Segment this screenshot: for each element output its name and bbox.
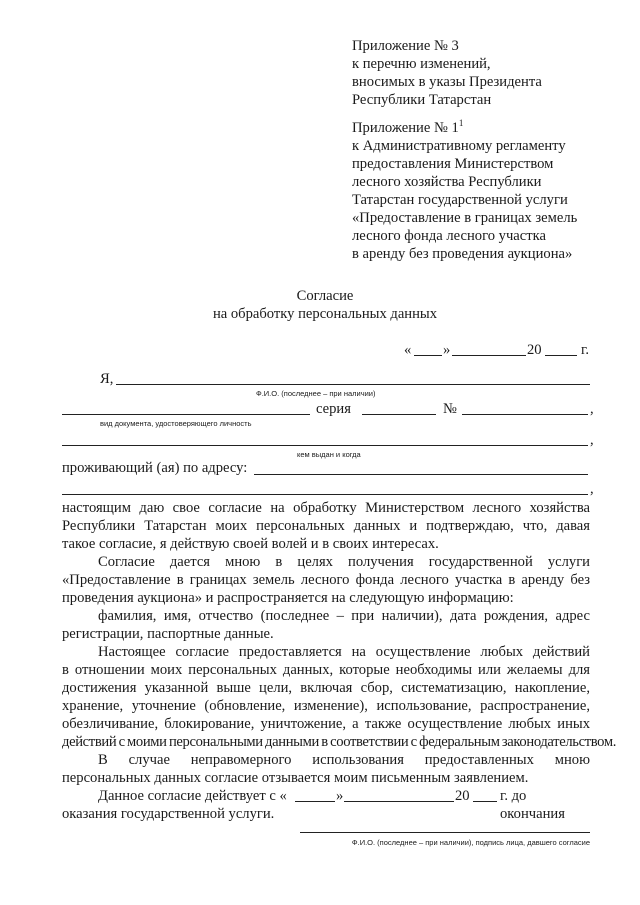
signature-field[interactable]	[300, 832, 590, 833]
number-field[interactable]	[462, 414, 588, 415]
paragraph-6-line-2: оказания государственной услуги.	[62, 806, 275, 822]
date-day-field[interactable]	[414, 355, 442, 356]
heading-line-2: на обработку персональных данных	[212, 306, 438, 322]
address-field[interactable]	[254, 474, 588, 475]
date-year-suffix: г.	[581, 342, 589, 358]
date-month-field[interactable]	[452, 355, 526, 356]
document-type-field[interactable]	[62, 414, 310, 415]
valid-from-day-field[interactable]	[295, 801, 335, 802]
address-field-continued[interactable]	[62, 494, 588, 495]
issued-comma: ,	[590, 432, 594, 448]
valid-from-year-field[interactable]	[473, 801, 497, 802]
issued-by-caption: кем выдан и когда	[297, 450, 361, 459]
address-comma: ,	[590, 481, 594, 497]
paragraph-4: Настоящее согласие предоставляется на осуществление любых действий в отношении моих персональных данных, которые необходимы или желаемы для достижения указанной выше цели, включая сбор, систематизацию, накопление, хранение, уточнение (обновление, изменение), использование, распространение, обезличивание, блокирование, уничтожение, а также осуществление любых иных действий с моими персональными данными в соответствии с федеральным законодательством.	[62, 644, 617, 750]
date-open-quote: «	[404, 342, 412, 358]
appendix-1-line: лесного хозяйства Республики	[352, 174, 542, 190]
appendix-3-line: вносимых в указы Президента	[352, 74, 542, 90]
date-close-quote: »	[443, 342, 451, 358]
document-type-caption: вид документа, удостоверяющего личность	[100, 419, 252, 428]
address-label: проживающий (ая) по адресу:	[62, 460, 248, 476]
signature-caption: Ф.И.О. (последнее – при наличии), подпись лица, давшего согласие	[351, 838, 590, 847]
series-field[interactable]	[362, 414, 436, 415]
consent-body	[62, 499, 617, 823]
appendix-1-title: Приложение № $1^1$	[352, 118, 464, 136]
heading-line-1: Согласие	[296, 288, 354, 304]
paragraph-2: Согласие дается мною в целях получения государственной услуги «Предоставление в границах земель лесного фонда лесного участка в аренду без проведения аукциона» и распространяется на следующую информацию:	[62, 554, 590, 606]
paragraph-6: Данное согласие действует с « » 20 г. до окончания	[98, 788, 565, 822]
appendix-1-line: в аренду без проведения аукциона»	[352, 246, 573, 262]
issued-by-field[interactable]	[62, 445, 588, 446]
ya-label: Я,	[100, 371, 114, 387]
paragraph-3: фамилия, имя, отчество (последнее – при наличии), дата рождения, адрес регистрации, паспортные данные.	[62, 608, 590, 642]
series-label: серия	[316, 401, 351, 417]
date-year-field[interactable]	[545, 355, 577, 356]
appendix-1-line: Татарстан государственной услуги	[352, 192, 568, 208]
appendix-3-line: к перечню изменений,	[352, 56, 491, 72]
document-heading	[100, 287, 550, 323]
appendix-3-block	[352, 37, 622, 109]
appendix-1-block	[352, 119, 622, 263]
appendix-3-line: Приложение № 3	[352, 38, 459, 54]
date-year-prefix: 20	[527, 342, 542, 358]
number-label: №	[443, 401, 457, 417]
fio-caption: Ф.И.О. (последнее – при наличии)	[256, 389, 376, 398]
appendix-1-line: к Административному регламенту	[352, 138, 566, 154]
appendix-3-line: Республики Татарстан	[352, 92, 492, 108]
appendix-1-line: «Предоставление в границах земель	[352, 210, 578, 226]
number-comma: ,	[590, 401, 594, 417]
appendix-1-line: лесного фонда лесного участка	[352, 228, 546, 244]
valid-from-month-field[interactable]	[344, 801, 454, 802]
appendix-1-line: предоставления Министерством	[352, 156, 554, 172]
paragraph-5: В случае неправомерного использования предоставленных мною персональных данных согласие отзывается моим письменным заявлением.	[62, 752, 590, 786]
fio-field[interactable]	[116, 384, 590, 385]
paragraph-1: настоящим даю свое согласие на обработку Министерством лесного хозяйства Республики Татарстан моих персональных данных и подтверждаю, что, давая такое согласие, я действую своей волей и в своих интересах.	[62, 500, 590, 552]
